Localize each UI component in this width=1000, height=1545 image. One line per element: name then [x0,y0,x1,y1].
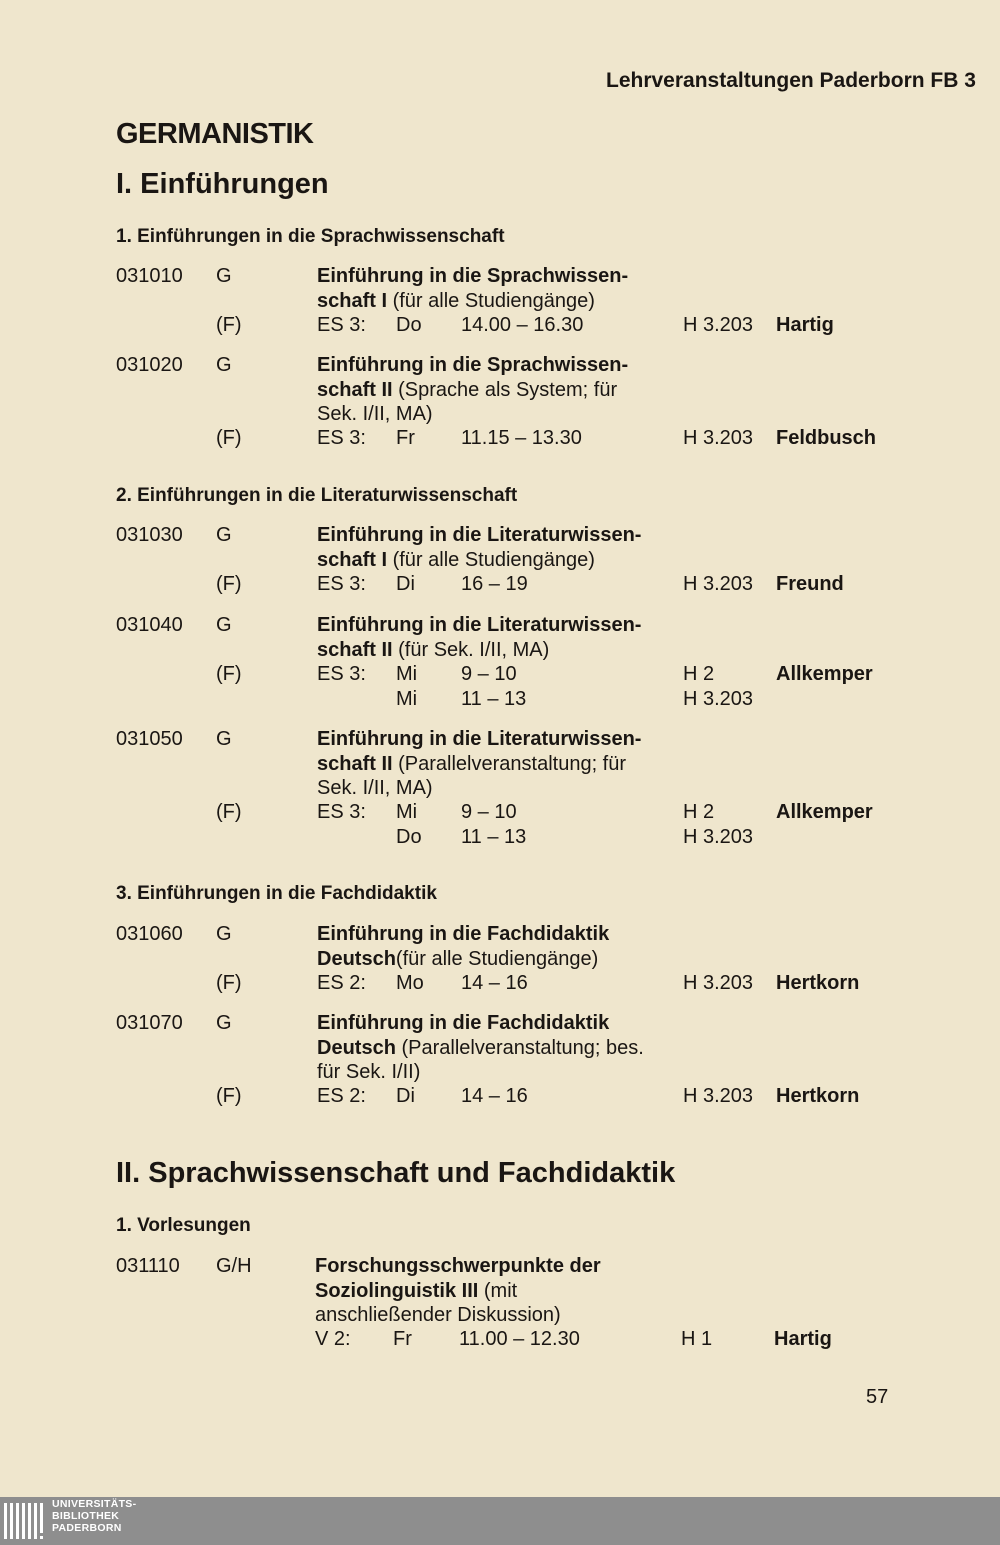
course-type: G/H [216,1255,252,1277]
library-name-line: PADERBORN [52,1522,122,1534]
course-title-bold: Einführung in die Fachdidaktik Deutsch [317,1012,610,1059]
course-day: Fr [393,1328,412,1350]
course-lecturer: Hartig [776,314,834,336]
course-day-2: Mi [396,688,418,710]
course-type: G [216,614,232,636]
course-title-note: (Parallelveranstaltung; für Sek. I/II, MA) [317,752,627,799]
course-type: G [216,728,232,750]
course-kind: ES 3: [317,314,366,336]
course-time: 9 – 10 [461,663,517,685]
section-heading: 2. Einführungen in die Literaturwissenschaft [116,485,518,506]
library-logo-icon [2,1499,46,1543]
course-kind: ES 3: [317,427,366,449]
course-room-2: H 3.203 [683,688,754,710]
course-title [315,1254,655,1328]
section-heading: 3. Einführungen in die Fachdidaktik [116,883,437,904]
page-title: GERMANISTIK [116,118,314,150]
course-number: 031040 [116,614,183,636]
course-lecturer: Freund [776,573,844,595]
course-time: 11.00 – 12.30 [459,1328,580,1350]
course-title [317,727,657,801]
course-form: (F) [216,314,242,336]
course-title-note: (für alle Studiengänge) [387,548,595,571]
course-time-2: 11 – 13 [461,826,527,848]
course-room-2: H 3.203 [683,826,754,848]
course-type: G [216,923,232,945]
course-day: Mi [396,663,418,685]
course-time: 14 – 16 [461,1085,528,1107]
course-room: H 3.203 [683,972,754,994]
course-title-bold: Einführung in die Literaturwissen-schaft II [317,728,642,775]
library-name [52,1498,136,1534]
course-title-note: (für alle Studiengänge) [387,289,595,312]
section-heading: 1. Vorlesungen [116,1215,251,1236]
course-room: H 2 [683,663,715,685]
course-title [317,1011,657,1085]
course-kind: ES 3: [317,801,366,823]
course-time-2: 11 – 13 [461,688,527,710]
course-lecturer: Feldbusch [776,427,877,449]
course-title [317,264,657,313]
course-title-note: (Sprache als System; für Sek. I/II, MA) [317,378,618,425]
course-kind: V 2: [315,1328,351,1350]
course-title-note: (für alle Studiengänge) [395,947,599,970]
part-heading-1: I. Einführungen [116,168,329,200]
course-room: H 3.203 [683,573,754,595]
course-lecturer: Allkemper [776,663,873,685]
section-heading: 1. Einführungen in die Sprachwissenschaft [116,226,505,247]
course-day-2: Do [396,826,422,848]
course-title [317,353,657,427]
course-day: Di [396,573,415,595]
course-room: H 3.203 [683,314,754,336]
course-form: (F) [216,663,242,685]
course-number: 031020 [116,354,183,376]
course-form: (F) [216,972,242,994]
course-kind: ES 3: [317,573,366,595]
course-title-bold: Einführung in die Literaturwissen-schaft I [317,524,642,571]
course-form: (F) [216,427,242,449]
course-number: 031050 [116,728,183,750]
page-number: 57 [866,1386,889,1408]
course-day: Fr [396,427,415,449]
course-number: 031110 [116,1255,180,1277]
course-lecturer: Allkemper [776,801,873,823]
course-type: G [216,524,232,546]
course-lecturer: Hartig [774,1328,832,1350]
course-form: (F) [216,573,242,595]
course-time: 14.00 – 16.30 [461,314,584,336]
running-header: Lehrveranstaltungen Paderborn FB 3 [606,69,976,92]
course-number: 031070 [116,1012,183,1034]
course-type: G [216,354,232,376]
course-title-note: (mit anschließender Diskussion) [315,1279,561,1326]
course-number: 031010 [116,265,183,287]
course-room: H 3.203 [683,1085,754,1107]
course-time: 14 – 16 [461,972,528,994]
course-form: (F) [216,1085,242,1107]
course-title-bold: Einführung in die Sprachwissen-schaft I [317,265,629,312]
library-name-line: BIBLIOTHEK [52,1510,120,1522]
course-kind: ES 3: [317,663,366,685]
course-time: 11.15 – 13.30 [461,427,582,449]
course-title [317,523,657,572]
course-title-note: (für Sek. I/II, MA) [392,638,550,661]
course-room: H 3.203 [683,427,754,449]
course-day: Di [396,1085,415,1107]
course-day: Mi [396,801,418,823]
course-lecturer: Hertkorn [776,1085,860,1107]
course-lecturer: Hertkorn [776,972,860,994]
course-room: H 2 [683,801,715,823]
course-kind: ES 2: [317,972,366,994]
course-title-bold: Einführung in die Sprachwissen-schaft II [317,354,629,401]
course-number: 031030 [116,524,183,546]
library-name-line: UNIVERSITÄTS- [52,1498,137,1510]
course-room: H 1 [681,1328,713,1350]
course-time: 9 – 10 [461,801,517,823]
course-number: 031060 [116,923,183,945]
course-time: 16 – 19 [461,573,528,595]
course-title-note: (Parallelveranstaltung; bes. für Sek. I/II) [317,1036,644,1083]
course-day: Mo [396,972,424,994]
course-type: G [216,1012,232,1034]
course-type: G [216,265,232,287]
course-title-bold: Einführung in die Literaturwissen-schaft II [317,614,642,661]
course-title-bold: Einführung in die Fachdidaktik Deutsch [317,923,610,970]
course-title [317,922,657,971]
course-title-bold: Forschungsschwerpunkte der Soziolinguistik III [315,1255,601,1302]
library-footer [0,1497,1000,1545]
course-kind: ES 2: [317,1085,366,1107]
course-title [317,613,657,662]
course-day: Do [396,314,422,336]
part-heading-2: II. Sprachwissenschaft und Fachdidaktik [116,1157,676,1189]
course-form: (F) [216,801,242,823]
